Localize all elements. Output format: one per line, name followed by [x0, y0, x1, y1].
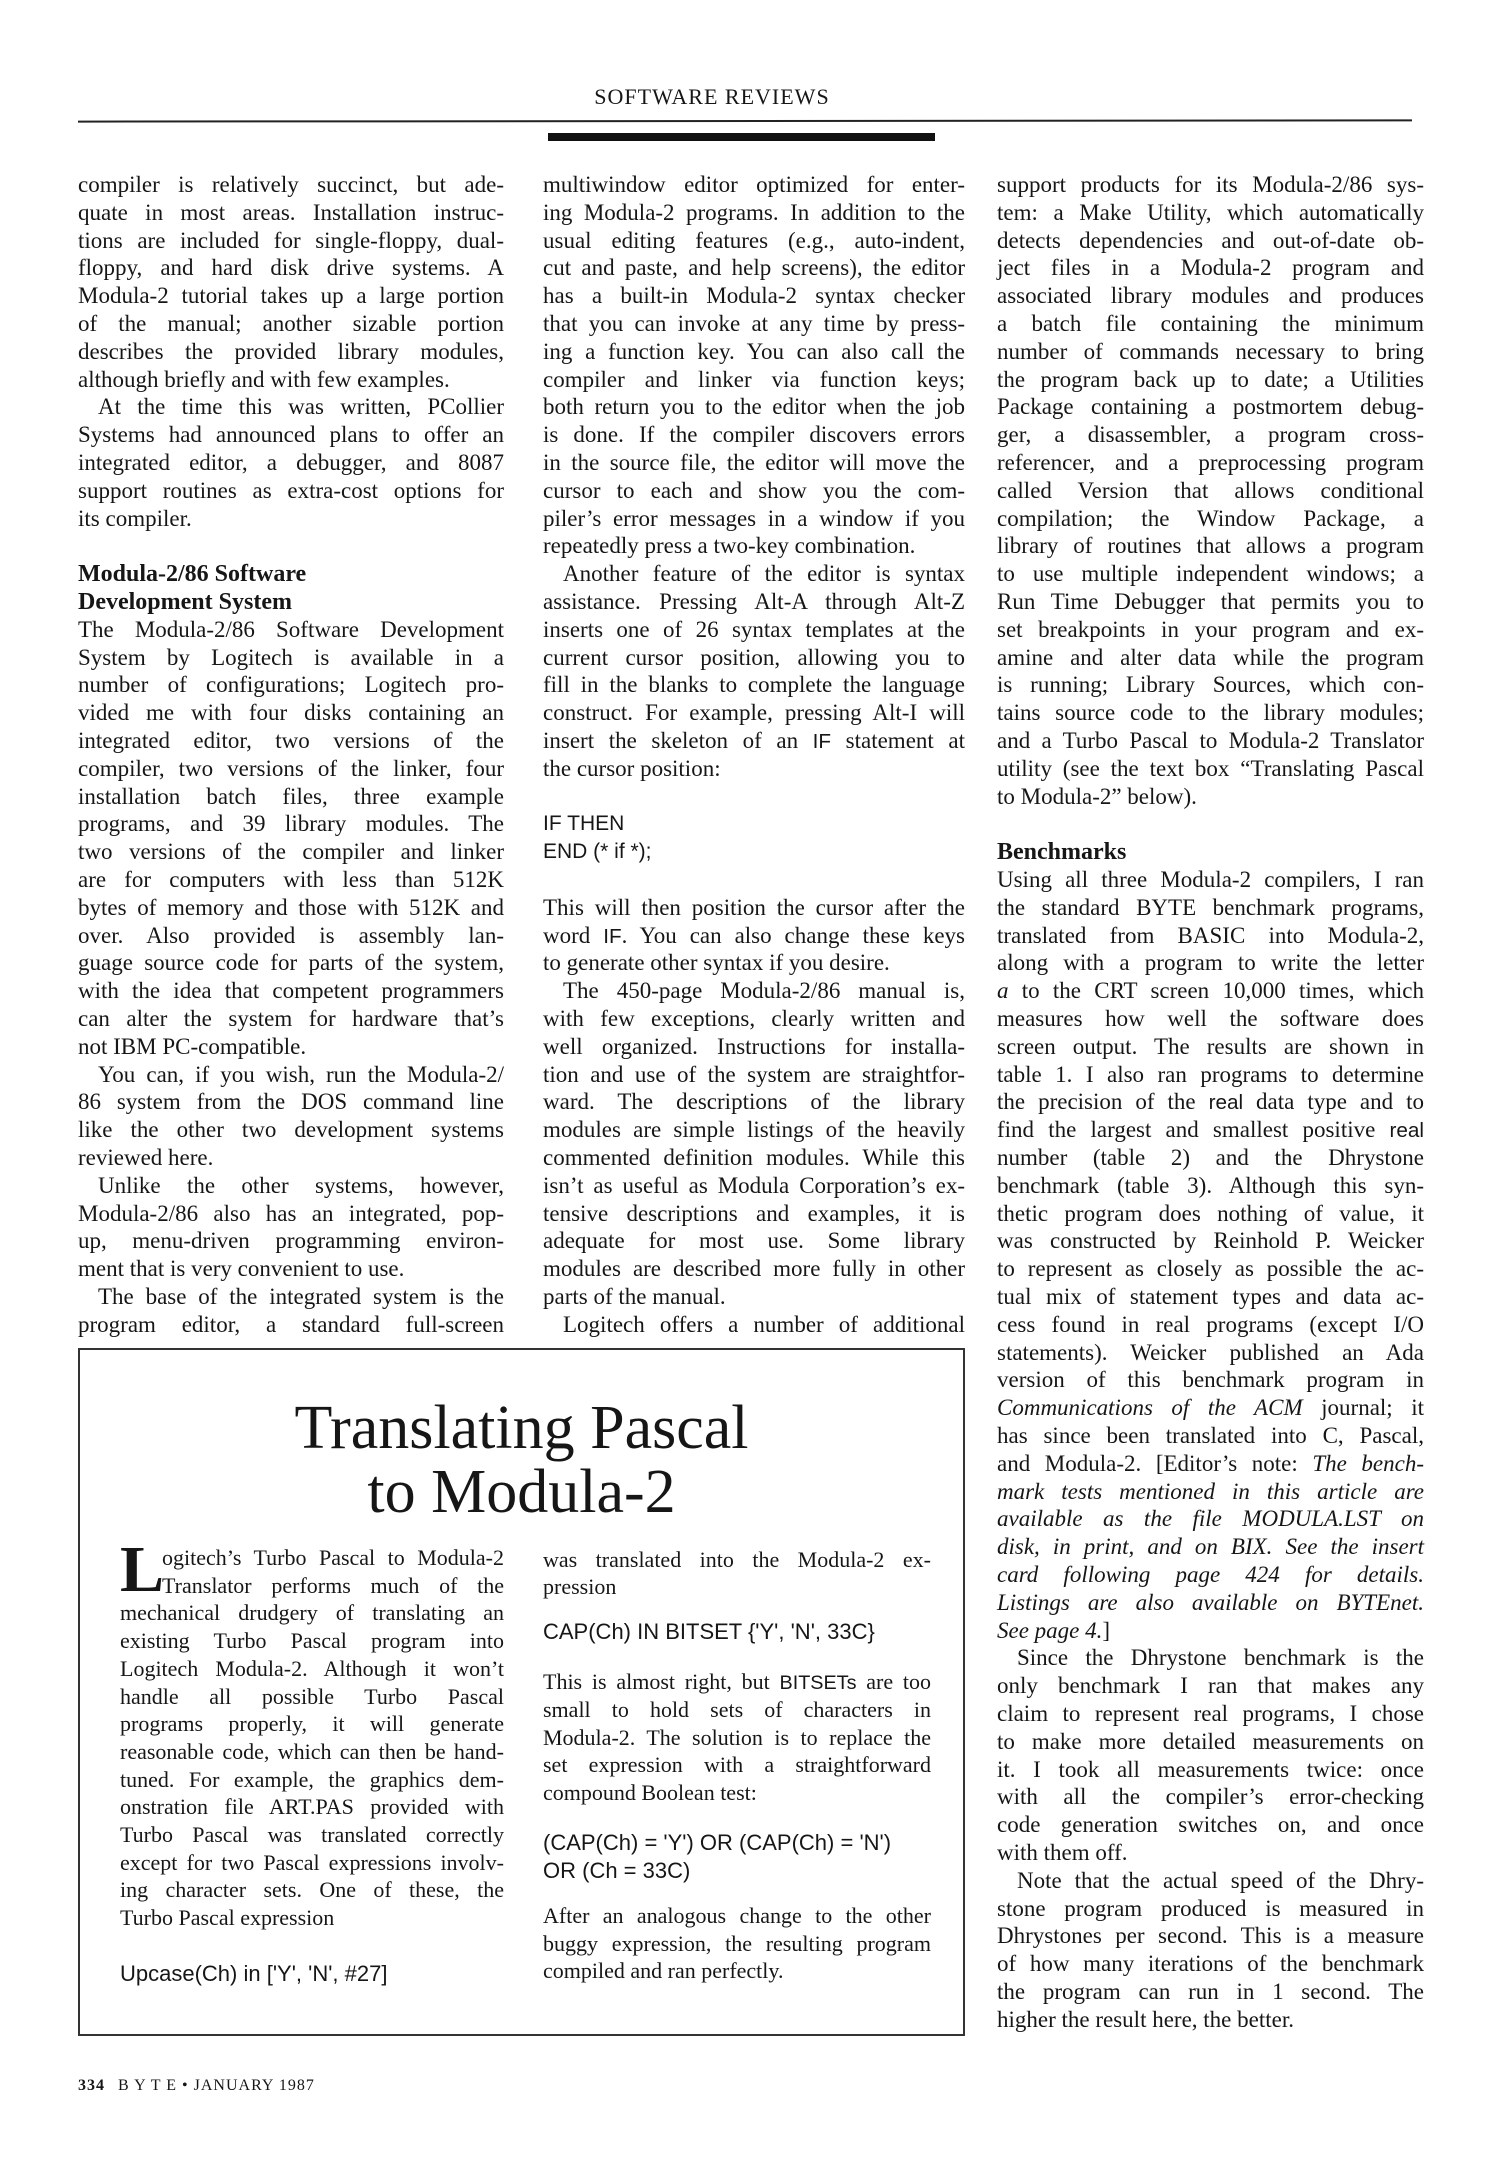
text-line: has a built-in Modula-2 syntax checker	[543, 283, 965, 309]
text-line: mechanical drudgery of translating an	[120, 1600, 504, 1626]
text-line: fill in the blanks to complete the language	[543, 672, 965, 698]
italic-run: disk, in print, and on BIX. See the insert	[997, 1534, 1424, 1560]
text-line: Modula-2/86 also has an integrated, pop-	[78, 1200, 504, 1226]
text-line: translated from BASIC into Modula-2,	[997, 922, 1424, 948]
text-line: quate in most areas. Installation instruc-	[78, 199, 504, 225]
text-line: compound Boolean test:	[543, 1780, 757, 1805]
text-line: can alter the system for hardware that’s	[78, 1006, 504, 1031]
text-line	[543, 727, 965, 755]
text-line: tains source code to the library modules;	[997, 700, 1424, 726]
text-line: with them off.	[997, 1840, 1128, 1865]
text-line	[543, 1668, 931, 1696]
text-run: data type and to	[1243, 1089, 1424, 1115]
text-line: CAP(Ch) IN BITSET {'Y', 'N', 33C}	[543, 1619, 875, 1644]
text-line	[997, 1116, 1424, 1144]
text-line: like the other two development systems	[78, 1117, 504, 1143]
text-line: (CAP(Ch) = 'Y') OR (CAP(Ch) = 'N')	[543, 1830, 892, 1855]
text-line: Dhrystones per second. This is a measure	[997, 1923, 1424, 1949]
text-line: code generation switches on, and once	[997, 1812, 1424, 1838]
italic-run: Listings are also available on BYTEnet.	[997, 1589, 1424, 1615]
text-line: referencer, and a preprocessing program	[997, 450, 1424, 475]
text-line: table 1. I also ran programs to determine	[997, 1061, 1424, 1087]
text-line: guage source code for parts of the system,	[78, 950, 504, 976]
text-line: the program can run in 1 second. The	[997, 1979, 1424, 2004]
magazine-name: B Y T E	[118, 2077, 178, 2094]
text-line: the standard BYTE benchmark programs,	[997, 894, 1424, 920]
text-line	[997, 1561, 1424, 1589]
italic-run: mark tests mentioned in this article are	[997, 1478, 1424, 1504]
text-line: Since the Dhrystone benchmark is the	[1017, 1645, 1424, 1671]
italic-run: Communications of the ACM	[997, 1395, 1303, 1421]
box-title-line-1: Translating Pascal	[294, 1394, 749, 1462]
text-line: compiler is relatively succinct, but ade-	[78, 172, 504, 197]
text-line: number of configurations; Logitech pro-	[78, 672, 504, 698]
text-line: except for two Pascal expressions involv-	[120, 1849, 504, 1875]
text-line: Modula-2/86 Software	[78, 561, 307, 588]
text-line: multiwindow editor optimized for enter-	[543, 172, 965, 197]
text-line: modules are simple listings of the heavily	[543, 1117, 965, 1143]
text-line: ger, a disassembler, a program cross-	[997, 422, 1424, 448]
text-run: are too	[856, 1669, 931, 1694]
italic-run: available as the file MODULA.LST on	[997, 1506, 1424, 1532]
text-line: reviewed here.	[78, 1145, 214, 1170]
text-line: reasonable code, which can then be hand-	[120, 1738, 504, 1764]
text-line: number of commands necessary to bring	[997, 338, 1424, 364]
text-line: of how many iterations of the benchmark	[997, 1951, 1424, 1977]
box-column-left	[120, 1533, 504, 2144]
text-line: Systems had announced plans to offer an	[78, 422, 504, 448]
text-run: the precision of the	[997, 1089, 1209, 1115]
header-rule	[78, 119, 1412, 122]
text-line: cursor to each and show you the com-	[543, 477, 965, 503]
text-line: support products for its Modula-2/86 sys-	[997, 172, 1424, 197]
text-line: adequate for most use. Some library	[543, 1228, 965, 1254]
text-line: utility (see the text box “Translating Pascal	[997, 755, 1424, 781]
drop-cap: L	[120, 1533, 165, 1606]
text-line: piler’s error messages in a window if you	[543, 505, 965, 531]
text-line: screen output. The results are shown in	[997, 1033, 1424, 1059]
text-line: Benchmarks	[997, 839, 1127, 866]
text-line: inserts one of 26 syntax templates at the	[543, 616, 965, 642]
section-header: SOFTWARE REVIEWS	[594, 84, 830, 109]
text-line	[997, 1505, 1424, 1533]
text-line: with the idea that competent programmers	[78, 978, 504, 1004]
text-line: compiler and linker via function keys;	[543, 366, 965, 392]
text-line: over. Also provided is assembly lan-	[78, 922, 504, 948]
text-line: The 450-page Modula-2/86 manual is,	[563, 978, 965, 1004]
text-line: parts of the manual.	[543, 1284, 726, 1309]
text-line: associated library modules and produces	[997, 283, 1424, 309]
issue-date: JANUARY 1987	[193, 2077, 315, 2094]
text-line: construct. For example, pressing Alt-I will	[543, 700, 965, 726]
text-line: is running; Library Sources, which con-	[997, 672, 1424, 698]
text-line: Note that the actual speed of the Dhry-	[1017, 1867, 1424, 1893]
text-line: Translator performs much of the	[162, 1572, 504, 1598]
text-line: was constructed by Reinhold P. Weicker	[997, 1228, 1424, 1254]
text-line: thetic program does nothing of value, it	[997, 1200, 1424, 1226]
text-line: in the source file, the editor will move the	[543, 450, 965, 475]
text-line: higher the result here, the better.	[997, 2006, 1294, 2032]
code-word: real	[1208, 1091, 1244, 1115]
text-line: to generate other syntax if you desire.	[543, 950, 890, 976]
text-line: set expression with a straightforward	[543, 1752, 931, 1777]
text-line: programs properly, it will generate	[120, 1711, 504, 1737]
header-bar	[548, 133, 935, 141]
text-line: both return you to the editor when the job	[543, 394, 965, 420]
text-line: measures how well the software does	[997, 1006, 1424, 1031]
page-number: 334	[78, 2077, 105, 2094]
text-line: ogitech’s Turbo Pascal to Modula-2	[162, 1545, 504, 1570]
text-line: to Modula-2” below).	[997, 783, 1197, 809]
text-line: small to hold sets of characters in	[543, 1697, 931, 1722]
text-line: Modula-2 tutorial takes up a large portion	[78, 283, 504, 309]
text-line: a batch file containing the minimum	[997, 311, 1424, 336]
text-line: Another feature of the editor is syntax	[563, 561, 965, 587]
text-line: assistance. Pressing Alt-A through Alt-Z	[543, 589, 965, 614]
text-line: ject files in a Modula-2 program and	[997, 255, 1424, 281]
text-line: Run Time Debugger that permits you to	[997, 589, 1424, 614]
text-line	[997, 1533, 1424, 1561]
text-line: compilation; the Window Package, a	[997, 505, 1424, 531]
code-word: IF	[812, 730, 832, 753]
text-line: You can, if you wish, run the Modula-2/	[98, 1061, 504, 1087]
text-line: with few exceptions, clearly written and	[543, 1006, 965, 1031]
text-line: Development System	[78, 589, 292, 615]
text-line: with all the compiler’s error-checking	[997, 1784, 1424, 1810]
text-line: and a Turbo Pascal to Modula-2 Translator	[997, 728, 1424, 753]
text-line: isn’t as useful as Modula Corporation’s ex-	[543, 1172, 965, 1198]
text-line: was translated into the Modula-2 ex-	[543, 1547, 931, 1572]
text-line	[997, 1478, 1424, 1506]
text-line: System by Logitech is available in a	[78, 644, 504, 670]
text-run: insert the skeleton of an	[543, 728, 813, 753]
text-line: tem: a Make Utility, which automatically	[997, 199, 1424, 225]
text-line: commented definition modules. While this	[543, 1145, 965, 1170]
text-line: 86 system from the DOS command line	[78, 1089, 504, 1115]
text-line: version of this benchmark program in	[997, 1367, 1424, 1393]
text-line: called Version that allows conditional	[997, 477, 1424, 503]
text-line: benchmark (table 3). Although this syn-	[997, 1172, 1424, 1198]
text-run: statement at	[831, 728, 965, 753]
code-word: real	[1389, 1119, 1424, 1143]
text-line: compiler, two versions of the linker, four	[78, 755, 504, 781]
text-line: detects dependencies and out-of-date ob-	[997, 227, 1424, 253]
italic-run: The bench-	[1312, 1450, 1425, 1476]
italic-run: See page 4.	[997, 1617, 1103, 1643]
text-line: installation batch files, three example	[78, 783, 504, 809]
text-line: to use multiple independent windows; a	[997, 561, 1424, 587]
text-line: Logitech offers a number of additional	[563, 1311, 965, 1337]
text-line: At the time this was written, PCollier	[98, 394, 504, 420]
text-line: onstration file ART.PAS provided with	[120, 1794, 504, 1820]
text-line: the cursor position:	[543, 755, 721, 781]
text-line: This will then position the cursor after the	[543, 894, 965, 920]
text-line: IF THEN	[543, 812, 625, 836]
text-line: Logitech Modula-2. Although it won’t	[120, 1655, 504, 1681]
text-line: that you can invoke at any time by press-	[543, 311, 965, 336]
text-line: existing Turbo Pascal program into	[120, 1628, 504, 1654]
code-word: IF	[603, 924, 622, 948]
text-line: After an analogous change to the other	[543, 1903, 931, 1928]
text-line	[997, 1617, 1424, 1645]
text-line: ment that is very convenient to use.	[78, 1256, 405, 1282]
code-word: BITSETs	[779, 1672, 857, 1694]
text-line: tion and use of the system are straightfor-	[543, 1061, 965, 1087]
text-line	[997, 1589, 1424, 1617]
text-line: current cursor position, allowing you to	[543, 644, 965, 670]
text-line: Package containing a postmortem debug-	[997, 394, 1424, 420]
text-line	[997, 1088, 1424, 1116]
text-line: Unlike the other systems, however,	[98, 1172, 504, 1198]
text-run: word	[543, 922, 604, 948]
text-line: buggy expression, the resulting program	[543, 1931, 931, 1956]
text-line	[997, 1394, 1424, 1422]
footer-separator: •	[182, 2077, 189, 2094]
text-line: cut and paste, and help screens), the editor	[543, 255, 965, 281]
text-line: ing character sets. One of these, the	[120, 1877, 504, 1903]
text-line: stone program produced is measured in	[997, 1895, 1424, 1921]
text-line: Turbo Pascal was translated correctly	[120, 1822, 504, 1847]
text-line: modules are described more fully in other	[543, 1256, 965, 1282]
text-line: bytes of memory and those with 512K and	[78, 894, 504, 920]
text-run: find the largest and smallest positive	[997, 1117, 1390, 1143]
text-line: Modula-2. The solution is to replace the	[543, 1725, 931, 1750]
text-line: The Modula-2/86 Software Development	[78, 616, 504, 642]
text-line: Upcase(Ch) in ['Y', 'N', #27]	[120, 1960, 388, 1986]
text-line: vided me with four disks containing an	[78, 700, 504, 726]
text-line: of the manual; another sizable portion	[78, 311, 504, 336]
text-line: integrated editor, two versions of the	[78, 728, 504, 753]
text-line	[543, 922, 965, 950]
text-line: describes the provided library modules,	[78, 338, 504, 364]
text-line: usual editing features (e.g., auto-indent,	[543, 227, 965, 253]
text-line: tensive descriptions and examples, it is	[543, 1200, 965, 1226]
text-line: statements). Weicker published an Ada	[997, 1339, 1424, 1365]
text-line: ing a function key. You can also call the	[543, 338, 965, 364]
text-line: not IBM PC-compatible.	[78, 1033, 307, 1059]
text-line: program editor, a standard full-screen	[78, 1311, 504, 1337]
text-line: two versions of the compiler and linker	[78, 839, 504, 865]
text-line: tions are included for single-floppy, dual-	[78, 227, 504, 253]
text-line: repeatedly press a two-key combination.	[543, 533, 916, 559]
text-run: . You can also change these keys	[621, 922, 965, 948]
text-line: up, menu-driven programming environ-	[78, 1228, 504, 1254]
text-line: well organized. Instructions for installa-	[543, 1033, 965, 1059]
sidebar-text-box	[78, 1348, 965, 2036]
text-line: amine and alter data while the program	[997, 644, 1424, 670]
text-line: ward. The descriptions of the library	[543, 1089, 965, 1115]
box-title-line-2: to Modula-2	[367, 1458, 676, 1526]
text-line: floppy, and hard disk drive systems. A	[78, 255, 504, 281]
text-line: it. I took all measurements twice: once	[997, 1756, 1424, 1782]
text-run: and Modula-2. [Editor’s note:	[997, 1450, 1313, 1476]
text-line: are for computers with less than 512K	[78, 867, 504, 892]
text-line: claim to represent real programs, I chose	[997, 1701, 1424, 1726]
text-line: only benchmark I ran that makes any	[997, 1673, 1424, 1699]
text-line: Using all three Modula-2 compilers, I ran	[997, 867, 1424, 892]
italic-run: card following page 424 for details.	[997, 1562, 1424, 1587]
text-line: END (* if *);	[543, 840, 652, 864]
text-line: Turbo Pascal expression	[120, 1905, 335, 1931]
text-run: to the CRT screen 10,000 times, which	[1008, 978, 1424, 1004]
box-column-right	[543, 1350, 931, 1983]
text-line: support routines as extra-cost options for	[78, 477, 504, 503]
text-line: its compiler.	[78, 505, 192, 531]
text-run: This is almost right, but	[543, 1669, 780, 1694]
text-line: the program back up to date; a Utilities	[997, 366, 1424, 392]
text-line: cess found in real programs (except I/O	[997, 1311, 1424, 1337]
article-column-3	[997, 171, 1424, 2071]
text-line	[997, 977, 1424, 1005]
text-line: set breakpoints in your program and ex-	[997, 616, 1424, 642]
text-run: ]	[1102, 1617, 1111, 1643]
text-line: number (table 2) and the Dhrystone	[997, 1145, 1424, 1170]
text-line: compiled and ran perfectly.	[543, 1958, 784, 1983]
text-line: although briefly and with few examples.	[78, 366, 450, 392]
page-footer	[78, 2077, 315, 2095]
text-line: to represent as closely as possible the ac-	[997, 1256, 1424, 1282]
text-line: library of routines that allows a program	[997, 533, 1424, 559]
text-line: has since been translated into C, Pascal,	[997, 1423, 1424, 1448]
text-line: OR (Ch = 33C)	[543, 1858, 691, 1883]
text-line: to make more detailed measurements on	[997, 1728, 1424, 1754]
text-line: is done. If the compiler discovers errors	[543, 422, 965, 448]
text-line: handle all possible Turbo Pascal	[120, 1683, 504, 1709]
text-line	[997, 1450, 1424, 1478]
text-line: tual mix of statement types and data ac-	[997, 1284, 1424, 1309]
text-line: along with a program to write the letter	[997, 950, 1424, 976]
text-run: journal; it	[1302, 1395, 1424, 1421]
text-line: integrated editor, a debugger, and 8087	[78, 450, 504, 475]
text-line: pression	[543, 1574, 617, 1599]
italic-run: a	[997, 978, 1009, 1004]
text-line: The base of the integrated system is the	[98, 1284, 504, 1309]
text-line: programs, and 39 library modules. The	[78, 811, 504, 837]
text-line: tuned. For example, the graphics dem-	[120, 1766, 504, 1792]
text-line: ing Modula-2 programs. In addition to the	[543, 199, 965, 225]
